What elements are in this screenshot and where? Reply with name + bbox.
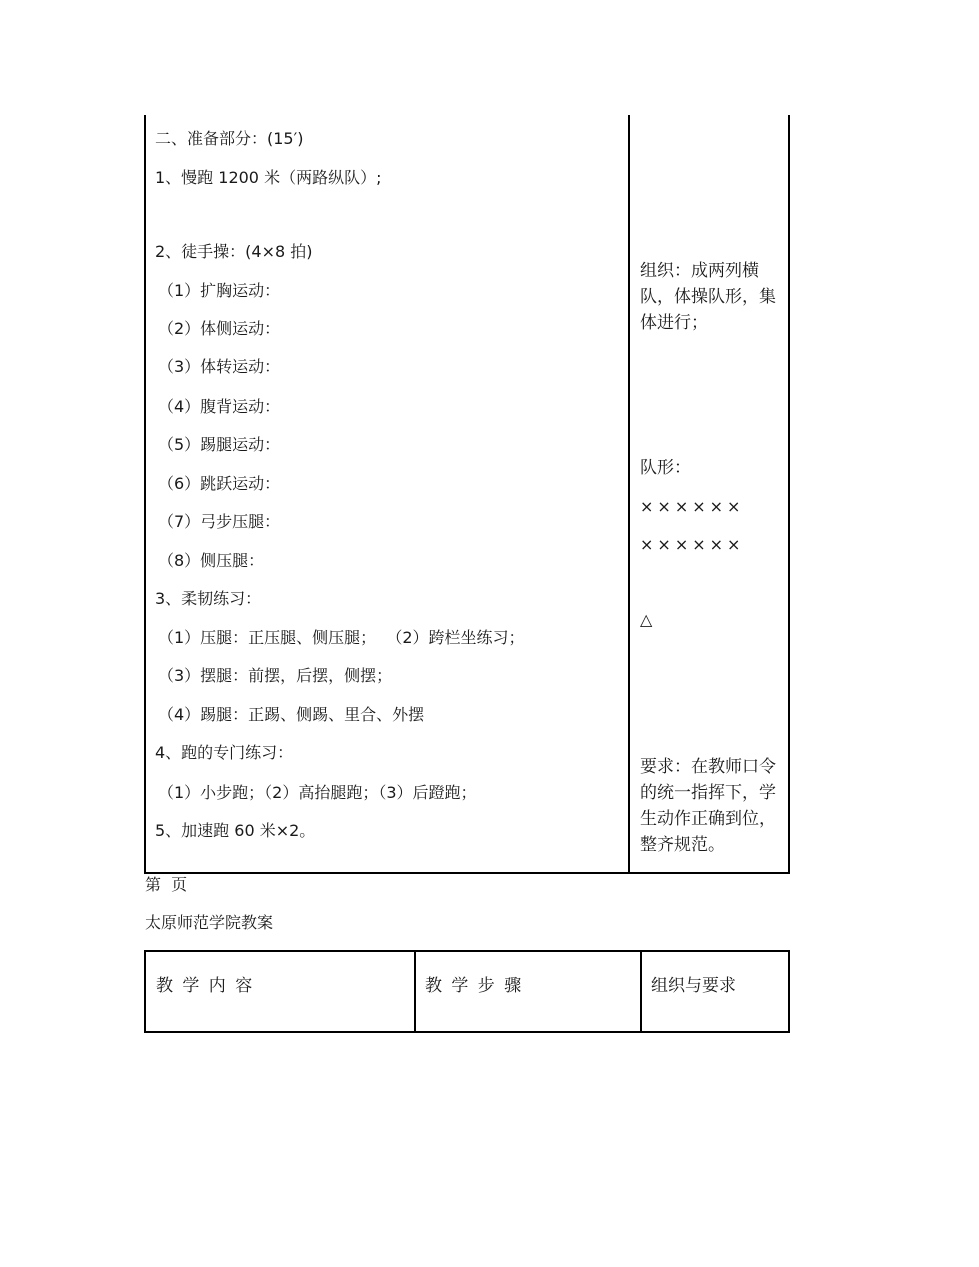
- content-line: （1）扩胸运动：: [158, 281, 281, 300]
- content-line: （2）体侧运动：: [158, 319, 281, 338]
- content-line: （5）踢腿运动：: [158, 435, 281, 454]
- header-divider: [414, 952, 416, 1031]
- content-line: 1、慢跑 1200 米（两路纵队）;: [155, 168, 382, 187]
- header-cell-content: 教 学 内 容: [156, 976, 255, 996]
- header-cell-organization: 组织与要求: [651, 976, 736, 996]
- school-title: 太原师范学院教案: [145, 913, 274, 932]
- content-line: （7）弓步压腿：: [158, 512, 281, 531]
- content-line: （3）体转运动：: [158, 357, 281, 376]
- content-line: 4、跑的专门练习：: [155, 743, 294, 762]
- page-number: 第 页: [145, 875, 188, 894]
- header-divider: [640, 952, 642, 1031]
- content-line: （6）跳跃运动：: [158, 474, 281, 493]
- content-line: 2、徒手操：(4×8 拍): [155, 242, 313, 261]
- content-line: 二、准备部分：(15′): [155, 129, 304, 148]
- formation-row: ××××××: [640, 497, 745, 516]
- content-line: 5、加速跑 60 米×2。: [155, 821, 316, 840]
- table-divider: [628, 115, 630, 874]
- content-line: （3）摆腿：前摆，后摆，侧摆；: [158, 666, 393, 685]
- content-line: 3、柔韧练习：: [155, 589, 262, 608]
- table-bottom-border: [144, 872, 790, 874]
- content-line: （8）侧压腿：: [158, 551, 265, 570]
- requirement-note: 要求：在教师口令的统一指挥下，学生动作正确到位，整齐规范。: [640, 757, 776, 855]
- header-cell-steps: 教 学 步 骤: [425, 976, 524, 996]
- content-line: （1）小步跑；（2）高抬腿跑；（3）后蹬跑；: [158, 783, 477, 802]
- table-right-border: [788, 115, 790, 874]
- content-line: （4）踢腿：正踢、侧踢、里合、外摆: [158, 705, 425, 724]
- table-left-border: [144, 115, 146, 874]
- header-table: [144, 950, 790, 1033]
- content-line: （1）压腿：正压腿、侧压腿； （2）跨栏坐练习；: [158, 628, 525, 647]
- organization-note: 组织：成两列横队，体操队形，集体进行；: [640, 261, 776, 333]
- teacher-marker: △: [640, 610, 653, 629]
- formation-row: ××××××: [640, 535, 745, 554]
- formation-label: 队形：: [640, 458, 691, 478]
- content-line: （4）腹背运动：: [158, 397, 281, 416]
